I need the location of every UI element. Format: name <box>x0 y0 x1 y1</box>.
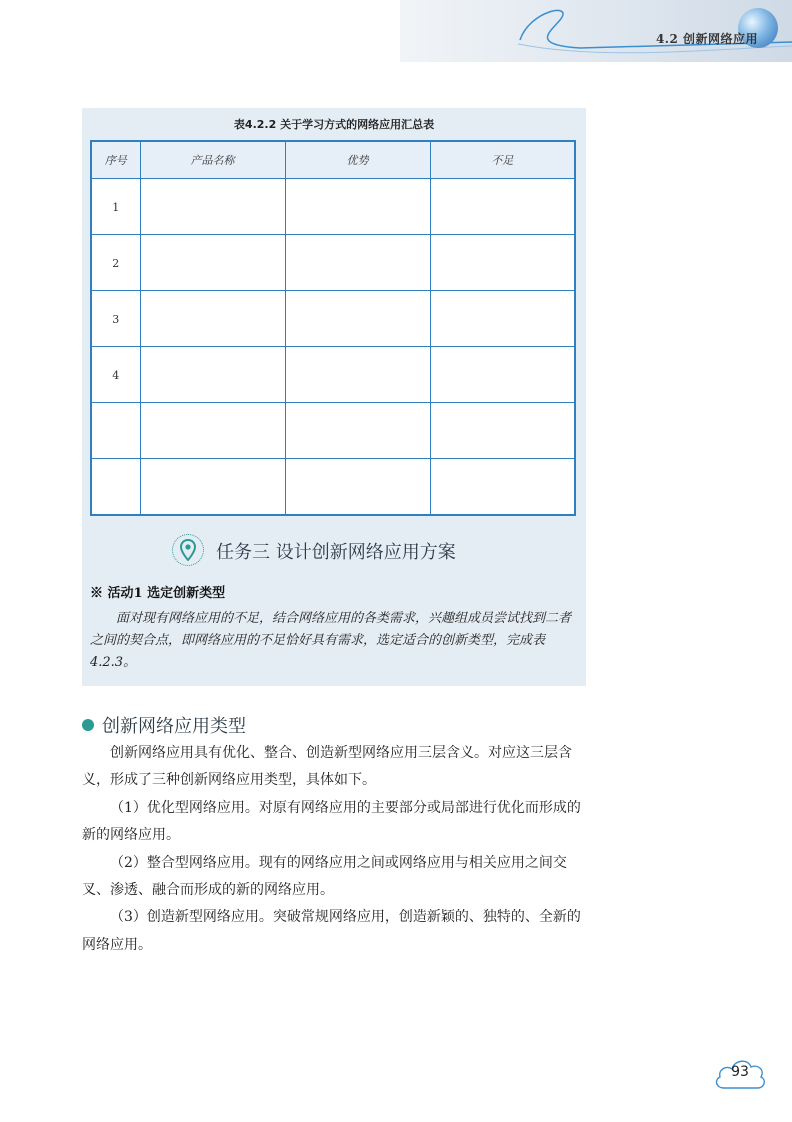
page-number-badge <box>712 1052 768 1092</box>
paragraph: （2）整合型网络应用。现有的网络应用之间或网络应用与相关应用之间交叉、渗透、融合而形成的新的网络应用。 <box>82 854 567 899</box>
table-cell[interactable]: 1 <box>91 179 140 235</box>
location-pin-icon <box>172 534 204 566</box>
table-cell[interactable] <box>140 459 285 516</box>
table-cell[interactable] <box>91 459 140 516</box>
paragraph: （3）创造新型网络应用。突破常规网络应用，创造新颖的、独特的、全新的网络应用。 <box>82 909 581 953</box>
summary-table <box>90 140 576 516</box>
table-row <box>91 179 575 235</box>
table-cell[interactable] <box>430 291 575 347</box>
table-caption: 表4.2.2 关于学习方式的网络应用汇总表 <box>233 118 435 131</box>
activity-title: ※ 活动1 选定创新类型 <box>90 586 226 601</box>
paragraph: 创新网络应用具有优化、整合、创造新型网络应用三层含义。对应这三层含义，形成了三种创新网络应用类型，具体如下。 <box>82 745 572 789</box>
table-cell[interactable] <box>430 179 575 235</box>
page-number: 93 <box>731 1064 749 1080</box>
table-cell[interactable] <box>91 403 140 459</box>
table-cell[interactable]: 3 <box>91 291 140 347</box>
paragraph: （1）优化型网络应用。对原有网络应用的主要部分或局部进行优化而形成的新的网络应用。 <box>82 799 581 844</box>
table-header-cell: 序号 <box>91 141 140 179</box>
table-cell[interactable] <box>430 347 575 403</box>
bullet-dot-icon <box>82 719 94 731</box>
table-cell[interactable] <box>140 179 285 235</box>
table-row <box>91 291 575 347</box>
table-cell[interactable]: 2 <box>91 235 140 291</box>
table-cell[interactable]: 4 <box>91 347 140 403</box>
table-cell[interactable] <box>285 403 430 459</box>
task-title: 任务三 设计创新网络应用方案 <box>216 542 456 563</box>
table-row <box>91 235 575 291</box>
table-cell[interactable] <box>140 235 285 291</box>
page-header <box>400 0 792 62</box>
table-cell[interactable] <box>285 459 430 516</box>
table-row <box>91 459 575 516</box>
table-cell[interactable] <box>430 235 575 291</box>
table-header-row <box>91 141 575 179</box>
table-cell[interactable] <box>285 179 430 235</box>
table-cell[interactable] <box>430 459 575 516</box>
table-cell[interactable] <box>285 347 430 403</box>
table-cell[interactable] <box>430 403 575 459</box>
table-header-cell: 优势 <box>285 141 430 179</box>
table-cell[interactable] <box>140 403 285 459</box>
table-cell[interactable] <box>140 347 285 403</box>
table-row <box>91 347 575 403</box>
header-section-title: 4.2 创新网络应用 <box>655 32 758 46</box>
table-cell[interactable] <box>285 291 430 347</box>
table-header-cell: 不足 <box>430 141 575 179</box>
table-header-cell: 产品名称 <box>140 141 285 179</box>
table-row <box>91 403 575 459</box>
activity-panel <box>82 108 586 686</box>
section-body <box>82 740 588 959</box>
table-cell[interactable] <box>285 235 430 291</box>
table-cell[interactable] <box>140 291 285 347</box>
section-title: 创新网络应用类型 <box>102 716 246 737</box>
activity-body: 面对现有网络应用的不足，结合网络应用的各类需求，兴趣组成员尝试找到二者之间的契合点，即网络应用的不足恰好具有需求，选定适合的创新类型，完成表4.2.3。 <box>90 611 572 670</box>
